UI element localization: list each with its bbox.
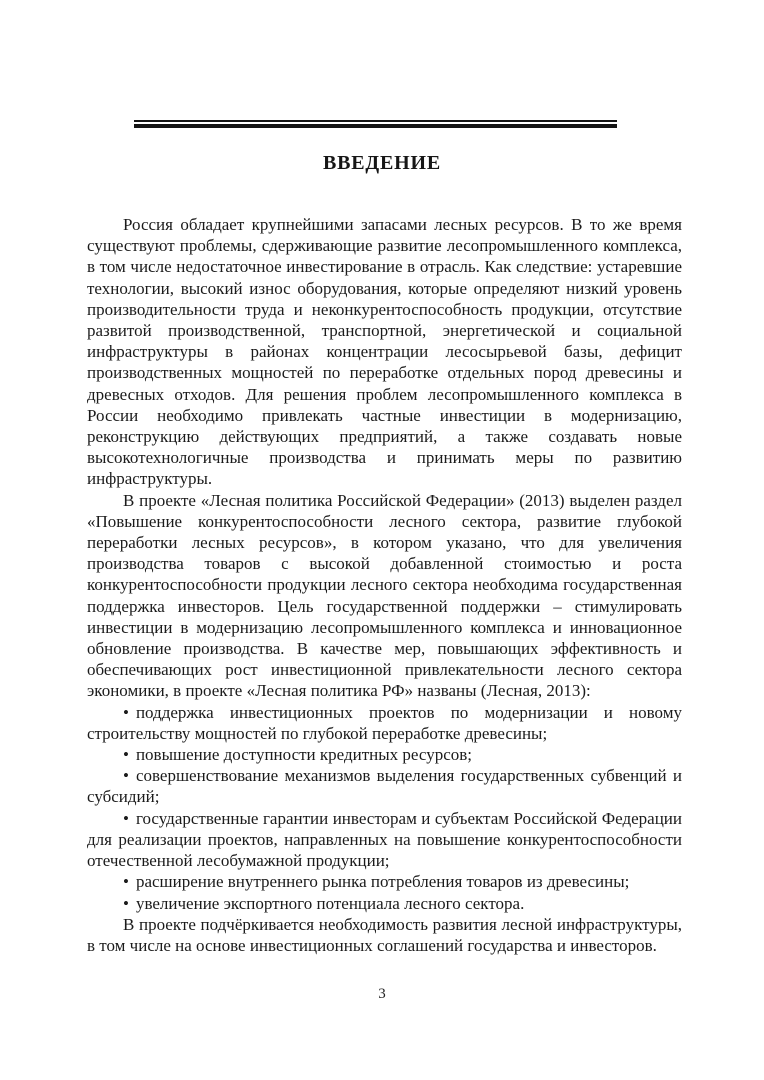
bullet-icon: • xyxy=(123,872,129,892)
paragraph-closing: В проекте подчёркивается необходимость развития лесной инфраструктуры, в том числе на основе инвестиционных соглашений государства и инвесторов. xyxy=(87,914,682,955)
bullet-icon: • xyxy=(123,766,129,786)
page-number: 3 xyxy=(378,986,386,1002)
decorative-double-rule xyxy=(134,120,617,128)
bullet-item xyxy=(87,808,682,872)
bullet-icon: • xyxy=(123,702,129,722)
bullet-item xyxy=(87,893,682,914)
bullet-text: расширение внутреннего рынка потребления товаров из древесины; xyxy=(135,872,630,892)
paragraph-intro: Россия обладает крупнейшими запасами лесных ресурсов. В то же время существуют проблемы, сдерживающие развитие лесопромышленного комплекса, в том числе недостаточное инвестирование в отрасль. Как следствие: устаревшие технологии, высокий износ оборудования, которые определяют низкий уровень производительности труда и неконкурентоспособность продукции, отсутствие развитой производственной, транспортной, энергетической и социальной инфраструктуры в районах концентрации лесосырьевой базы, дефицит производственных мощностей по переработке отдельных пород древесины и древесных отходов. Для решения проблем лесопромышленного комплекса в России необходимо привлекать частные инвестиции в модернизацию, реконструкцию действующих предприятий, а также создавать новые высокотехнологичные производства и принимать меры по развитию инфраструктуры. xyxy=(87,215,682,489)
bullet-item xyxy=(87,702,682,744)
bullet-text: совершенствование механизмов выделения государственных субвенций и субсидий; xyxy=(87,766,682,807)
bullet-icon: • xyxy=(123,745,129,765)
body-text xyxy=(87,214,682,956)
bullet-item xyxy=(87,744,682,765)
bullet-item xyxy=(87,871,682,892)
bullet-text: увеличение экспортного потенциала лесного сектора. xyxy=(135,893,525,913)
bullet-icon: • xyxy=(123,893,129,913)
paragraph-project: В проекте «Лесная политика Российской Федерации» (2013) выделен раздел «Повышение конкурентоспособности лесного сектора, развитие глубокой переработки лесных ресурсов», в котором указано, что для увеличения производства товаров с высокой добавленной стоимостью и роста конкурентоспособности продукции лесного сектора необходима государственная поддержка инвесторов. Цель государственной поддержки – стимулировать инвестиции в модернизацию лесопромышленного комплекса и инновационное обновление производства. В качестве мер, повышающих эффективность и обеспечивающих рост инвестиционной привлекательности лесного сектора экономики, в проекте «Лесная политика РФ» названы (Лесная, 2013): xyxy=(87,490,682,701)
bullet-item xyxy=(87,765,682,807)
bullet-icon: • xyxy=(123,808,129,828)
bullet-text: государственные гарантии инвесторам и субъектам Российской Федерации для реализации проектов, направленных на повышение конкурентоспособности отечественной лесобумажной продукции; xyxy=(87,808,682,871)
bullet-text: повышение доступности кредитных ресурсов; xyxy=(135,745,473,765)
bullet-text: поддержка инвестиционных проектов по модернизации и новому строительству мощностей по глубокой переработке древесины; xyxy=(87,702,682,743)
section-title: ВВЕДЕНИЕ xyxy=(323,152,441,174)
